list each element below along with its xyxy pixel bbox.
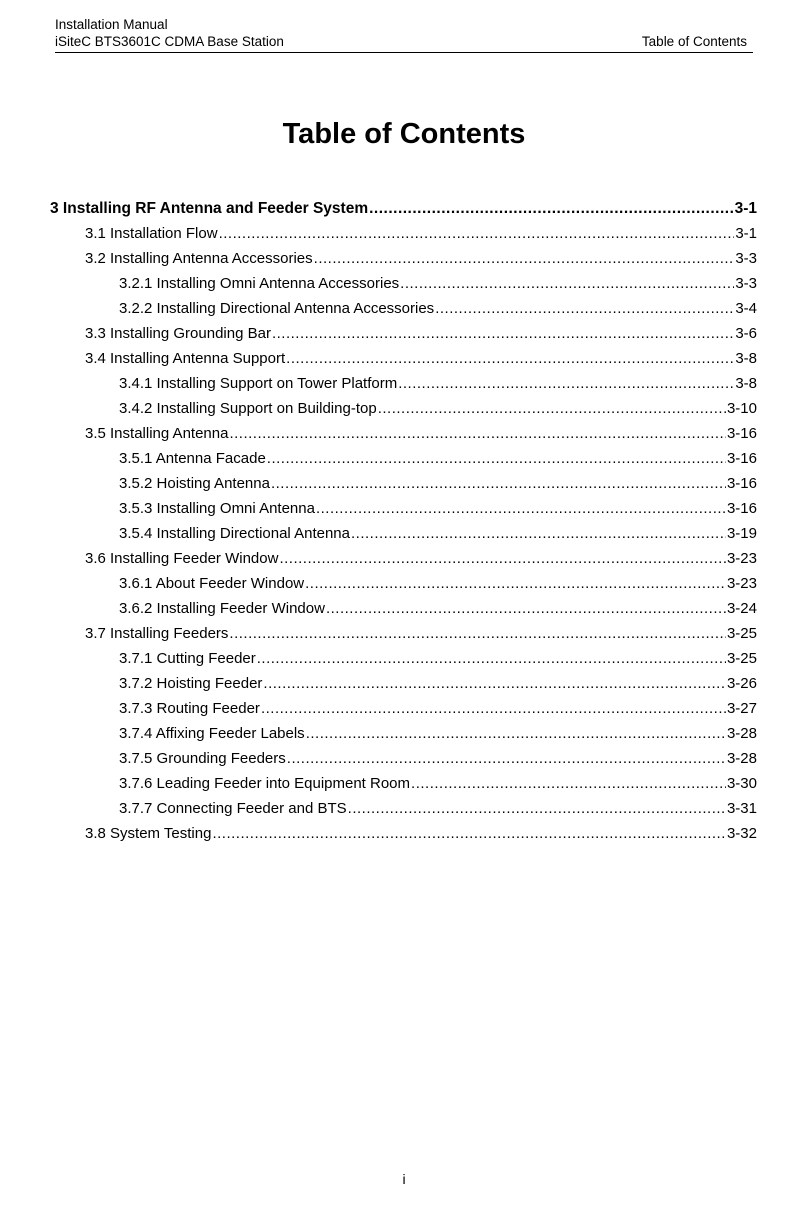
- toc-entry-page: 3-16: [726, 475, 757, 492]
- toc-entry[interactable]: [50, 646, 757, 671]
- toc-dot-leader: [348, 796, 726, 821]
- toc-entry[interactable]: [50, 296, 757, 321]
- toc-entry-title: 3.7.4 Affixing Feeder Labels: [119, 725, 305, 742]
- toc-entry-page: 3-6: [735, 325, 757, 342]
- toc-dot-leader: [314, 246, 735, 271]
- toc-entry[interactable]: [50, 796, 757, 821]
- header-product-label: iSiteC BTS3601C CDMA Base Station: [55, 34, 284, 49]
- toc-entry-title: 3.5.4 Installing Directional Antenna: [119, 525, 350, 542]
- toc-entry-page: 3-1: [735, 225, 757, 242]
- toc-dot-leader: [261, 696, 726, 721]
- toc-entry-title: 3.1 Installation Flow: [85, 225, 218, 242]
- toc-entry[interactable]: [50, 421, 757, 446]
- toc-entry[interactable]: [50, 371, 757, 396]
- toc-entry-title: 3.3 Installing Grounding Bar: [85, 325, 271, 342]
- toc-entry-page: 3-8: [735, 350, 757, 367]
- toc-entry-title: 3.5.3 Installing Omni Antenna: [119, 500, 315, 517]
- toc-entry[interactable]: [50, 197, 757, 221]
- toc-dot-leader: [287, 746, 726, 771]
- toc-entry-page: 3-3: [735, 275, 757, 292]
- header-section-label: Table of Contents: [641, 34, 747, 49]
- toc-entry[interactable]: [50, 446, 757, 471]
- toc-entry-title: 3.7 Installing Feeders: [85, 625, 229, 642]
- toc-entry[interactable]: [50, 346, 757, 371]
- toc-entry-page: 3-23: [726, 550, 757, 567]
- toc-entry-title: 3.7.7 Connecting Feeder and BTS: [119, 800, 347, 817]
- toc-entry[interactable]: [50, 821, 757, 846]
- toc-entry-page: 3-25: [726, 625, 757, 642]
- toc-entry-title: 3.7.1 Cutting Feeder: [119, 650, 256, 667]
- toc-entry-page: 3-28: [726, 750, 757, 767]
- toc-entry[interactable]: [50, 771, 757, 796]
- toc-entry-title: 3.6 Installing Feeder Window: [85, 550, 279, 567]
- toc-dot-leader: [212, 821, 726, 846]
- toc-dot-leader: [306, 721, 726, 746]
- toc-entry-title: 3.2 Installing Antenna Accessories: [85, 250, 313, 267]
- toc-entry-title: 3.5.2 Hoisting Antenna: [119, 475, 270, 492]
- toc-entry[interactable]: [50, 396, 757, 421]
- toc-entry-page: 3-4: [735, 300, 757, 317]
- toc-entry[interactable]: [50, 271, 757, 296]
- toc-dot-leader: [272, 321, 734, 346]
- header-manual-label: Installation Manual: [55, 17, 168, 32]
- toc-entry[interactable]: [50, 321, 757, 346]
- toc-entry-page: 3-1: [734, 200, 757, 217]
- toc-dot-leader: [263, 671, 726, 696]
- toc-dot-leader: [316, 496, 726, 521]
- toc-entry-title: 3.5 Installing Antenna: [85, 425, 229, 442]
- toc-entry-title: 3.4 Installing Antenna Support: [85, 350, 286, 367]
- toc-entry-page: 3-10: [726, 400, 757, 417]
- toc-entry[interactable]: [50, 721, 757, 746]
- toc-entry-page: 3-8: [735, 375, 757, 392]
- toc-entry-title: 3.7.5 Grounding Feeders: [119, 750, 286, 767]
- header-left-block: [55, 16, 284, 50]
- toc-dot-leader: [411, 771, 726, 796]
- toc-entry-page: 3-32: [726, 825, 757, 842]
- toc-dot-leader: [435, 296, 734, 321]
- toc-entry-title: 3.6.1 About Feeder Window: [119, 575, 305, 592]
- toc-entry-page: 3-27: [726, 700, 757, 717]
- toc-entry[interactable]: [50, 596, 757, 621]
- toc-entry-page: 3-16: [726, 500, 757, 517]
- toc-dot-leader: [351, 521, 726, 546]
- toc-entry-title: 3.7.3 Routing Feeder: [119, 700, 260, 717]
- toc-entry[interactable]: [50, 246, 757, 271]
- toc-dot-leader: [398, 371, 734, 396]
- toc-entry[interactable]: [50, 546, 757, 571]
- toc-dot-leader: [378, 396, 726, 421]
- toc-entry-title: 3.8 System Testing: [85, 825, 212, 842]
- toc-entry-page: 3-28: [726, 725, 757, 742]
- toc-entry-page: 3-3: [735, 250, 757, 267]
- toc-dot-leader: [219, 221, 735, 246]
- toc-dot-leader: [305, 571, 726, 596]
- toc-entry-title: 3.4.1 Installing Support on Tower Platform: [119, 375, 398, 392]
- toc-entry-page: 3-16: [726, 450, 757, 467]
- toc-entry-page: 3-30: [726, 775, 757, 792]
- toc-dot-leader: [271, 471, 726, 496]
- toc-entry-title: 3.7.2 Hoisting Feeder: [119, 675, 263, 692]
- toc-entry[interactable]: [50, 496, 757, 521]
- toc-dot-leader: [267, 446, 726, 471]
- toc-dot-leader: [369, 197, 733, 221]
- page-title: Table of Contents: [282, 118, 526, 150]
- toc-dot-leader: [229, 621, 726, 646]
- toc-entry[interactable]: [50, 221, 757, 246]
- page-header: [55, 16, 753, 53]
- toc-dot-leader: [279, 546, 726, 571]
- toc-entry-page: 3-31: [726, 800, 757, 817]
- page-number: i: [402, 1171, 406, 1187]
- toc-entry-title: 3.2.2 Installing Directional Antenna Accessories: [119, 300, 435, 317]
- toc-entry-title: 3.7.6 Leading Feeder into Equipment Room: [119, 775, 411, 792]
- toc-entry-title: 3.6.2 Installing Feeder Window: [119, 600, 325, 617]
- toc-entry-page: 3-23: [726, 575, 757, 592]
- toc-dot-leader: [286, 346, 734, 371]
- toc-entry[interactable]: [50, 521, 757, 546]
- toc-entry-page: 3-24: [726, 600, 757, 617]
- toc-entry[interactable]: [50, 621, 757, 646]
- toc-entry-title: 3 Installing RF Antenna and Feeder System: [50, 200, 369, 217]
- toc-dot-leader: [400, 271, 734, 296]
- toc-entry-title: 3.4.2 Installing Support on Building-top: [119, 400, 377, 417]
- toc-entry[interactable]: [50, 471, 757, 496]
- toc-entry[interactable]: [50, 671, 757, 696]
- toc-dot-leader: [326, 596, 726, 621]
- toc-entry-page: 3-19: [726, 525, 757, 542]
- toc-entry-title: 3.5.1 Antenna Facade: [119, 450, 266, 467]
- toc-dot-leader: [257, 646, 726, 671]
- toc-entry[interactable]: [50, 696, 757, 721]
- toc-entry[interactable]: [50, 571, 757, 596]
- toc-entry-page: 3-16: [726, 425, 757, 442]
- toc-dot-leader: [229, 421, 726, 446]
- toc-entry-page: 3-25: [726, 650, 757, 667]
- toc-entry-page: 3-26: [726, 675, 757, 692]
- toc-entry[interactable]: [50, 746, 757, 771]
- toc-list: [50, 197, 757, 846]
- toc-entry-title: 3.2.1 Installing Omni Antenna Accessories: [119, 275, 400, 292]
